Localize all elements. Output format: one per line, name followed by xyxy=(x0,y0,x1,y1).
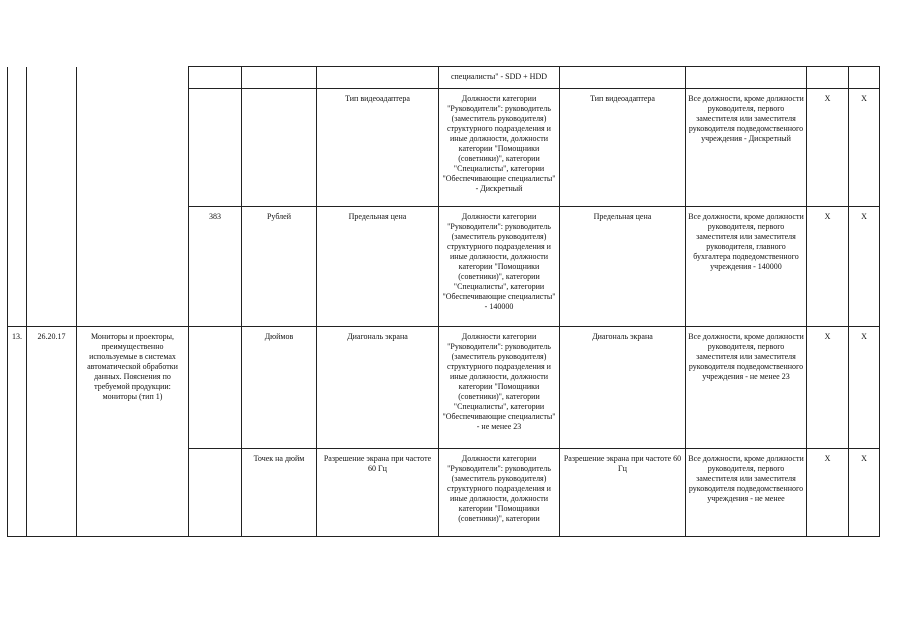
value-cell: Все должности, кроме должности руководителя, первого заместителя или заместителя руководителя, главного бухгалтера подведомственного учреждения - 140000 xyxy=(686,207,807,327)
specification-table xyxy=(7,66,880,537)
row-number-cell xyxy=(8,67,27,327)
value-cell: Должности категории "Руководители": руководитель (заместитель руководителя) структурного подразделения и иные должности, должности категории "Помощники (советники)", категории "Специалисты", категории "Обеспечивающие специалисты" - Дискретный xyxy=(439,89,560,207)
justification-cell: X xyxy=(807,207,849,327)
code-okei-cell xyxy=(189,67,242,89)
justification-cell xyxy=(807,67,849,89)
unit-cell xyxy=(242,67,317,89)
function-cell: X xyxy=(849,327,880,449)
table-row xyxy=(8,67,880,89)
characteristic-cell: Тип видеоадаптера xyxy=(560,89,686,207)
product-name-cell xyxy=(77,67,189,327)
code-cell: 26.20.17 xyxy=(27,327,77,537)
row-number-cell: 13. xyxy=(8,327,27,537)
unit-cell: Дюймов xyxy=(242,327,317,449)
characteristic-cell xyxy=(560,67,686,89)
value-cell xyxy=(686,67,807,89)
value-cell: специалисты" - SDD + HDD xyxy=(439,67,560,89)
characteristic-cell: Предельная цена xyxy=(317,207,439,327)
characteristic-cell: Диагональ экрана xyxy=(560,327,686,449)
code-okei-cell xyxy=(189,449,242,537)
justification-cell: X xyxy=(807,327,849,449)
unit-cell xyxy=(242,89,317,207)
table-row xyxy=(8,327,880,449)
function-cell: X xyxy=(849,449,880,537)
unit-cell: Рублей xyxy=(242,207,317,327)
characteristic-cell: Диагональ экрана xyxy=(317,327,439,449)
product-name-cell: Мониторы и проекторы, преимущественно используемые в системах автоматической обработки данных. Пояснения по требуемой продукции: мониторы (тип 1) xyxy=(77,327,189,537)
justification-cell: X xyxy=(807,449,849,537)
function-cell xyxy=(849,67,880,89)
value-cell: Должности категории "Руководители": руководитель (заместитель руководителя) структурного подразделения и иные должности, должности категории "Помощники (советники)", категории "Специалисты", категории "Обеспечивающие специалисты" - не менее 23 xyxy=(439,327,560,449)
characteristic-cell: Разрешение экрана при частоте 60 Гц xyxy=(560,449,686,537)
unit-cell: Точек на дюйм xyxy=(242,449,317,537)
characteristic-cell: Предельная цена xyxy=(560,207,686,327)
code-okei-cell xyxy=(189,327,242,449)
code-okei-cell: 383 xyxy=(189,207,242,327)
value-cell: Все должности, кроме должности руководителя, первого заместителя или заместителя руководителя подведомственного учреждения - Дискретный xyxy=(686,89,807,207)
value-cell: Должности категории "Руководители": руководитель (заместитель руководителя) структурного подразделения и иные должности, должности категории "Помощники (советники)", категории "Специалисты", категории "Обеспечивающие специалисты" - 140000 xyxy=(439,207,560,327)
value-cell: Все должности, кроме должности руководителя, первого заместителя или заместителя руководителя подведомственного учреждения - не менее 23 xyxy=(686,327,807,449)
characteristic-cell: Тип видеоадаптера xyxy=(317,89,439,207)
function-cell: X xyxy=(849,89,880,207)
code-cell xyxy=(27,67,77,327)
characteristic-cell: Разрешение экрана при частоте 60 Гц xyxy=(317,449,439,537)
value-cell: Все должности, кроме должности руководителя, первого заместителя или заместителя руководителя подведомственного учреждения - не менее xyxy=(686,449,807,537)
value-cell: Должности категории "Руководители": руководитель (заместитель руководителя) структурного подразделения и иные должности, должности категории "Помощники (советники)", категории xyxy=(439,449,560,537)
justification-cell: X xyxy=(807,89,849,207)
characteristic-cell xyxy=(317,67,439,89)
code-okei-cell xyxy=(189,89,242,207)
function-cell: X xyxy=(849,207,880,327)
